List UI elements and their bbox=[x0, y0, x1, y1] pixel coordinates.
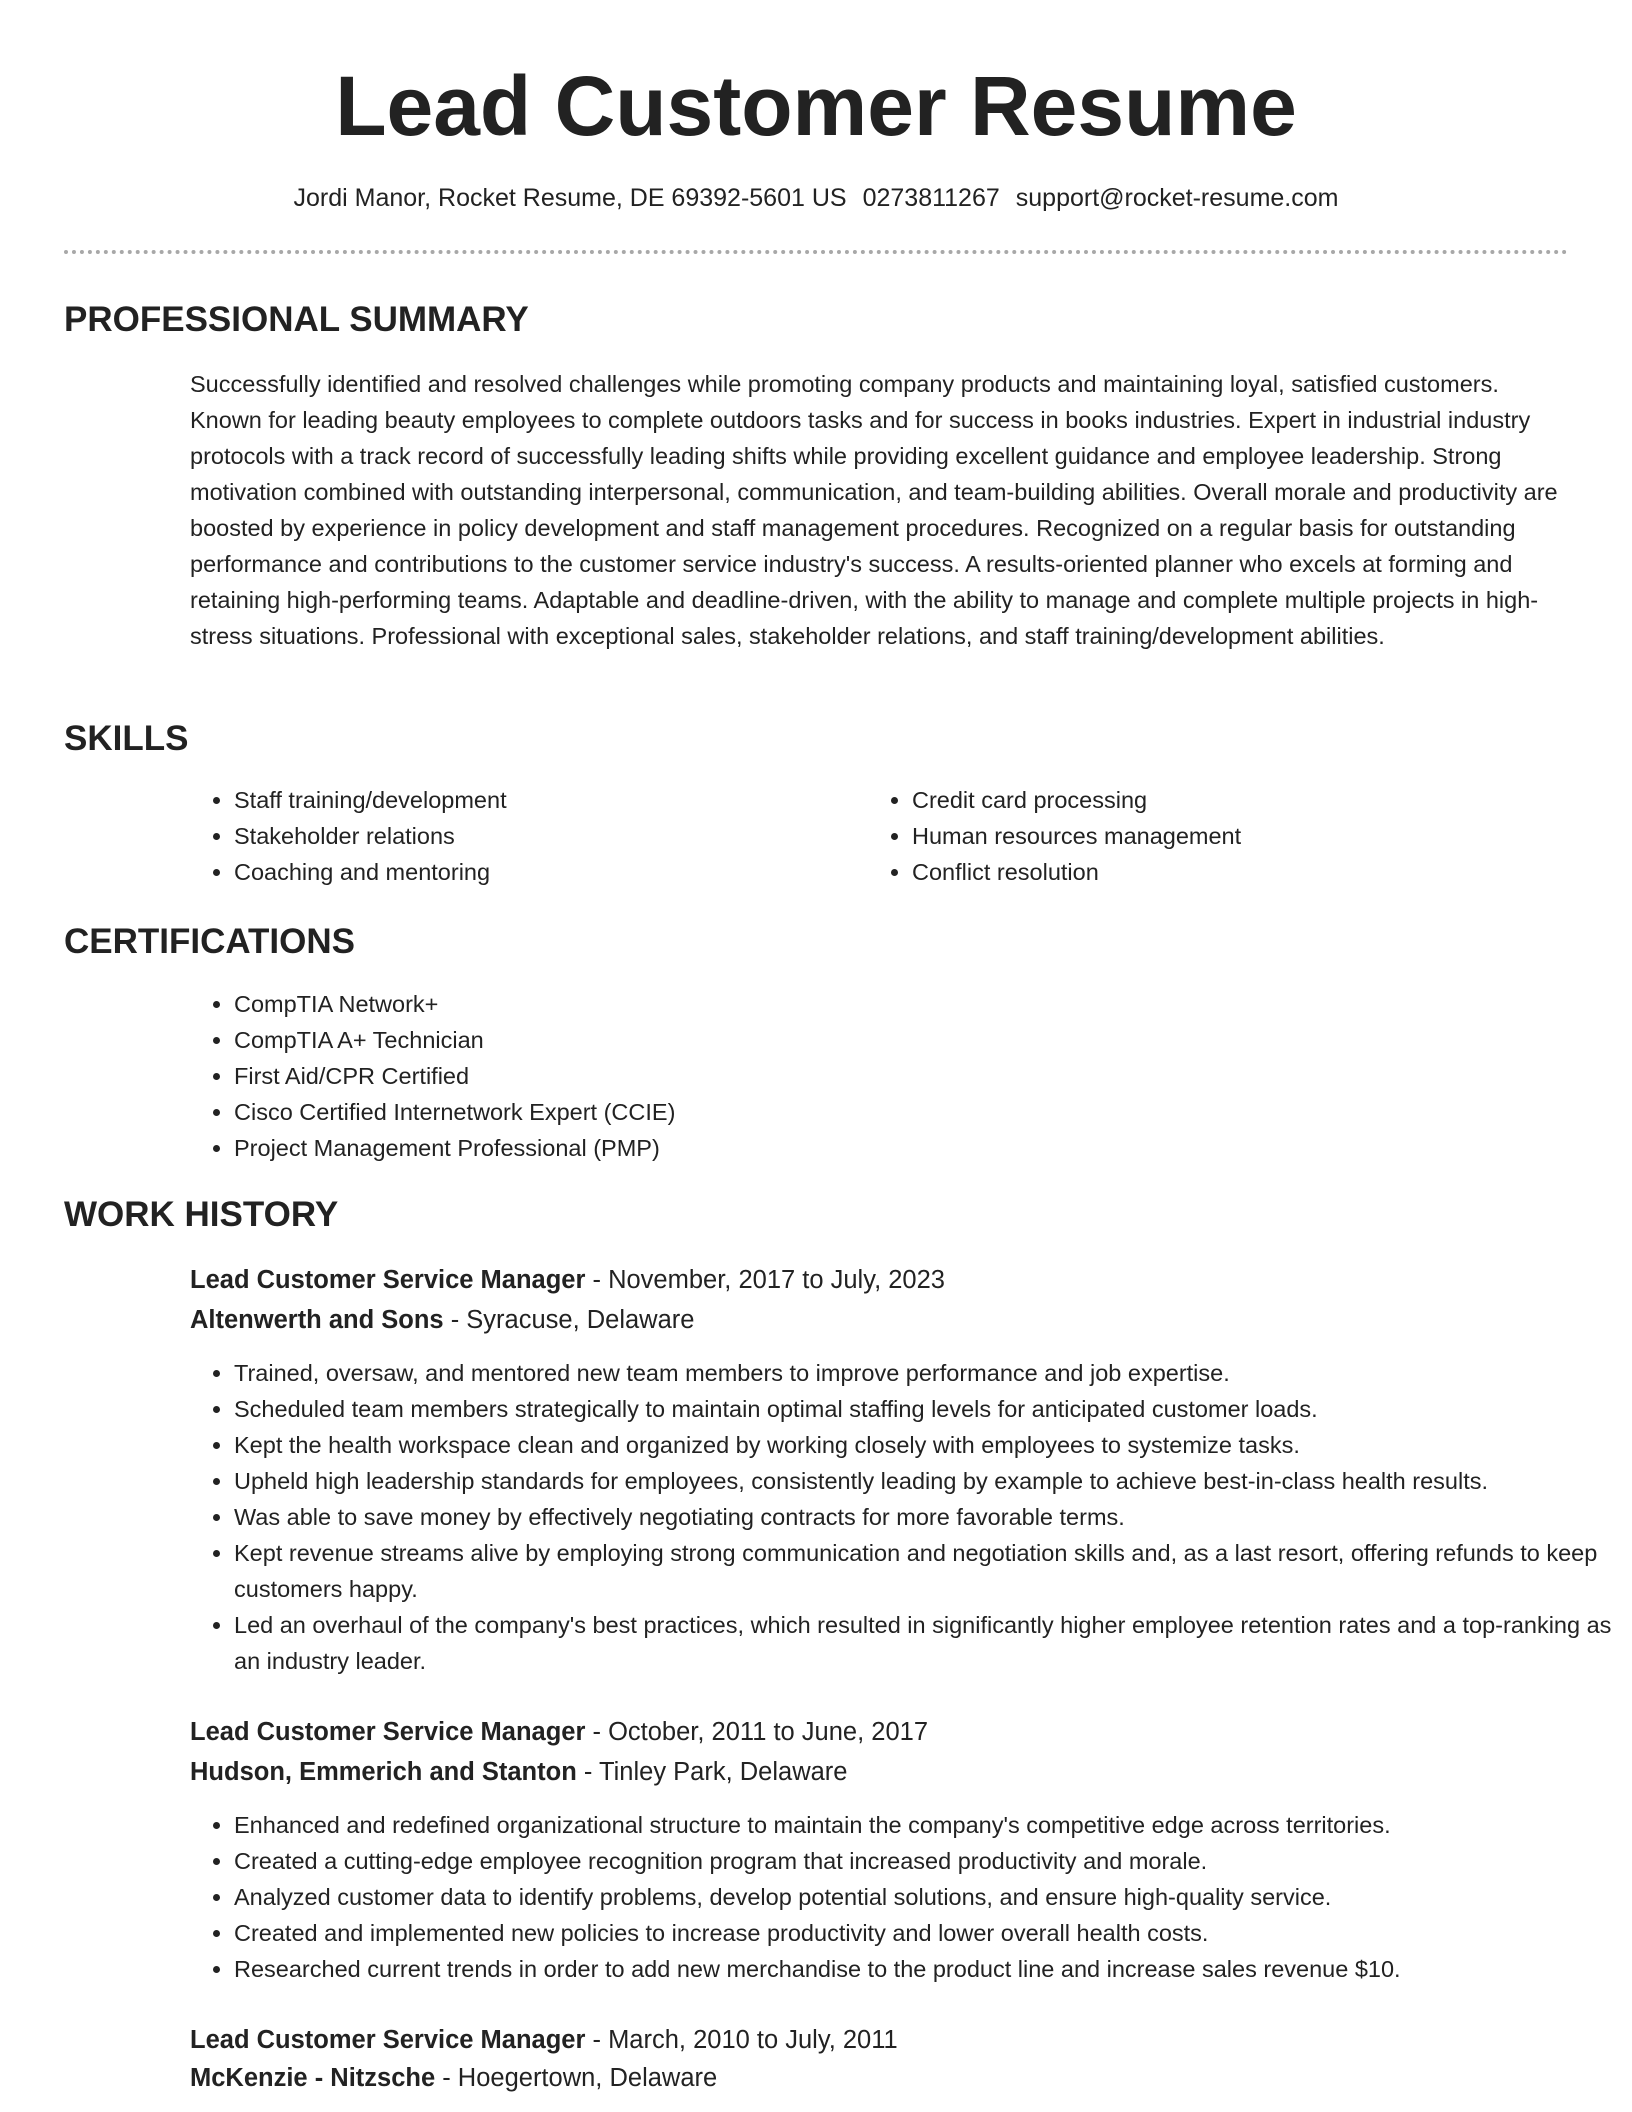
contact-email[interactable]: support@rocket-resume.com bbox=[1015, 184, 1339, 212]
skill-item: • Human resources management bbox=[912, 818, 1552, 854]
certification-item: • First Aid/CPR Certified bbox=[234, 1058, 1534, 1094]
job-bullet: • Trained, oversaw, and mentored new team members to improve performance and job expertise. bbox=[234, 1355, 1614, 1391]
job-title-line bbox=[190, 1714, 928, 1750]
certification-item: • CompTIA A+ Technician bbox=[234, 1022, 1534, 1058]
job-company-line bbox=[190, 1754, 847, 1790]
job-bullet: • Enhanced and redefined organizational structure to maintain the company's competitive edge across territories. bbox=[234, 1807, 1614, 1843]
job-company: McKenzie - Nitzsche bbox=[190, 2064, 436, 2092]
section-heading-skills: SKILLS bbox=[64, 719, 189, 758]
job-location: - Hoegertown, Delaware bbox=[435, 2064, 718, 2092]
certification-item: • Cisco Certified Internetwork Expert (CCIE) bbox=[234, 1094, 1534, 1130]
job-dates: - October, 2011 to June, 2017 bbox=[585, 1718, 929, 1746]
job-dates: - March, 2010 to July, 2011 bbox=[585, 2026, 898, 2054]
skill-item: • Credit card processing bbox=[912, 782, 1552, 818]
job-bullets bbox=[190, 1807, 1614, 1987]
header-divider bbox=[64, 250, 1568, 254]
job-bullets bbox=[190, 1355, 1614, 1679]
job-bullet: • Created a cutting-edge employee recognition program that increased productivity and morale. bbox=[234, 1843, 1614, 1879]
skill-item: • Staff training/development bbox=[234, 782, 834, 818]
summary-text: Successfully identified and resolved challenges while promoting company products and maintaining loyal, satisfied customers. Known for leading beauty employees to complete outdoors tasks and for success in books industries. Expert in industrial industry protocols with a track record of successfully leading shifts while providing excellent guidance and employee leadership. Strong motivation combined with outstanding interpersonal, communication, and team-building abilities. Overall morale and productivity are boosted by experience in policy development and staff management procedures. Recognized on a regular basis for outstanding performance and contributions to the customer service industry's success. A results-oriented planner who excels at forming and retaining high-performing teams. Adaptable and deadline-driven, with the ability to manage and complete multiple projects in high-stress situations. Professional with exceptional sales, stakeholder relations, and staff training/development abilities. bbox=[190, 371, 1558, 649]
job-company-line bbox=[190, 1302, 694, 1338]
job-company: Altenwerth and Sons bbox=[190, 1306, 444, 1334]
job-title: Lead Customer Service Manager bbox=[190, 1718, 586, 1746]
contact-phone: 0273811267 bbox=[862, 184, 1000, 212]
skill-item: • Stakeholder relations bbox=[234, 818, 834, 854]
resume-title: Lead Customer Resume bbox=[335, 59, 1297, 153]
job-company: Hudson, Emmerich and Stanton bbox=[190, 1758, 577, 1786]
job-bullet: • Created and implemented new policies to increase productivity and lower overall health costs. bbox=[234, 1915, 1614, 1951]
job-company-line bbox=[190, 2060, 717, 2096]
certification-item: • CompTIA Network+ bbox=[234, 986, 1534, 1022]
contact-address: Jordi Manor, Rocket Resume, DE 69392-5601 US bbox=[293, 184, 847, 212]
job-dates: - November, 2017 to July, 2023 bbox=[585, 1266, 945, 1294]
job-title-line bbox=[190, 2022, 898, 2058]
skill-item: • Coaching and mentoring bbox=[234, 854, 834, 890]
skill-item: • Conflict resolution bbox=[912, 854, 1552, 890]
section-heading-work-history: WORK HISTORY bbox=[64, 1195, 339, 1234]
job-bullet: • Kept the health workspace clean and organized by working closely with employees to systemize tasks. bbox=[234, 1427, 1614, 1463]
job-bullet: • Scheduled team members strategically to maintain optimal staffing levels for anticipated customer loads. bbox=[234, 1391, 1614, 1427]
contact-line bbox=[0, 180, 1632, 216]
job-bullet: • Kept revenue streams alive by employing strong communication and negotiation skills and, as a last resort, offering refunds to keep customers happy. bbox=[234, 1535, 1614, 1607]
job-title-line bbox=[190, 1262, 945, 1298]
section-heading-certifications: CERTIFICATIONS bbox=[64, 922, 356, 961]
job-bullet: • Was able to save money by effectively negotiating contracts for more favorable terms. bbox=[234, 1499, 1614, 1535]
job-bullet: • Researched current trends in order to add new merchandise to the product line and increase sales revenue $10. bbox=[234, 1951, 1614, 1987]
job-location: - Tinley Park, Delaware bbox=[576, 1758, 848, 1786]
certification-item: • Project Management Professional (PMP) bbox=[234, 1130, 1534, 1166]
skills-list-right bbox=[868, 782, 1552, 890]
skills-list-left bbox=[190, 782, 834, 890]
job-location: - Syracuse, Delaware bbox=[443, 1306, 695, 1334]
certifications-list bbox=[190, 986, 1534, 1166]
job-title: Lead Customer Service Manager bbox=[190, 1266, 586, 1294]
job-bullet: • Upheld high leadership standards for employees, consistently leading by example to achieve best-in-class health results. bbox=[234, 1463, 1614, 1499]
job-title: Lead Customer Service Manager bbox=[190, 2026, 586, 2054]
job-bullet: • Analyzed customer data to identify problems, develop potential solutions, and ensure high-quality service. bbox=[234, 1879, 1614, 1915]
job-bullet: • Led an overhaul of the company's best practices, which resulted in significantly higher employee retention rates and a top-ranking as an industry leader. bbox=[234, 1607, 1614, 1679]
section-heading-summary: PROFESSIONAL SUMMARY bbox=[64, 300, 529, 339]
